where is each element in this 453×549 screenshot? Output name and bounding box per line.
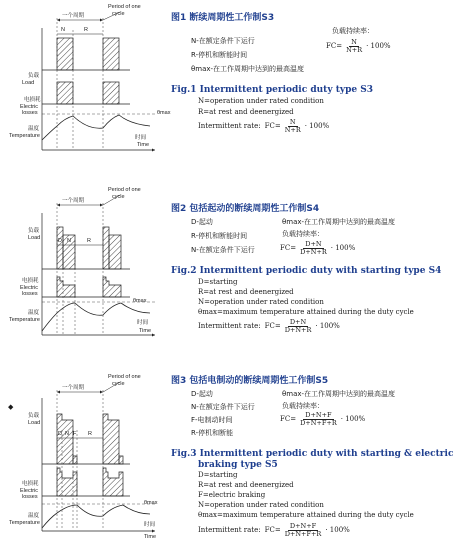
s3-r-en: R=at rest and deenergized [198, 108, 294, 116]
thmax-label: θmax [144, 500, 158, 506]
temp-label-cn: 温度 [28, 126, 40, 132]
diagram-period-en: Period of one [108, 4, 141, 10]
time-label-en: Time [139, 328, 152, 334]
losses-label-en2: losses [22, 110, 38, 116]
s5-n-en: N=operation under rated condition [198, 501, 324, 509]
time-label-cn: 时间 [135, 135, 147, 141]
section-s4 [0, 185, 442, 355]
diagram-period-en2: cycle [112, 11, 125, 17]
s5-title-en1: Fig.3 Intermittent periodic duty with starting & electric [171, 449, 453, 459]
s3-r-cn: R-停机和断能时间 [191, 51, 248, 59]
s5-fc-formula-cn: FC= $\frac{D+N+F}{D+N+F+R}$ · 100% [280, 411, 366, 427]
s4-n-cn: N-在额定条件下运行 [191, 246, 255, 254]
losses-label-en1: Electric [20, 285, 39, 291]
diagram-r-label: R [87, 238, 91, 244]
losses-label-en1: Electric [20, 488, 39, 494]
diagram-n-label: N [67, 238, 71, 244]
s5-th-en: θmax=maximum temperature attained during the duty cycle [198, 511, 414, 519]
s4-fc-formula-en: Intermittent rate: FC= $\frac{D+N}{D+N+R}$ · 100% [198, 318, 340, 334]
s4-r-cn: R-停机和断能时间 [191, 232, 248, 240]
s3-n-cn: N-在额定条件下运行 [191, 37, 255, 45]
s4-fc-formula-cn: FC= $\frac{D+N}{D+N+R}$ · 100% [280, 240, 356, 256]
losses-label-en2: losses [22, 291, 38, 297]
s4-title-cn: 图2 包括起动的断续周期性工作制S4 [171, 204, 320, 214]
load-label-en: Load [28, 235, 41, 241]
s4-r-en: R=at rest and deenergized [198, 288, 294, 296]
s4-n-en: N=operation under rated condition [198, 298, 324, 306]
temp-label-en: Temperature [9, 317, 40, 323]
diagram-period-en2: cycle [112, 194, 125, 200]
load-label-en: Load [22, 80, 35, 86]
losses-label-cn: 电损耗 [22, 278, 39, 284]
load-label-cn: 负载 [28, 228, 40, 234]
diagram-d-label: D [58, 238, 62, 244]
s5-f-en: F=electric braking [198, 491, 266, 499]
section-s5 [0, 368, 453, 549]
losses-label-en1: Electric [20, 104, 39, 110]
time-label-en: Time [144, 534, 157, 540]
diagram-d-label: D [58, 431, 62, 437]
s5-title-cn: 图3 包括电制动的断续周期性工作制S5 [171, 376, 329, 386]
diagram-period-cn: 一个周期 [62, 13, 85, 19]
diagram-r-label: R [88, 431, 92, 437]
s4-th-cn: θmax-在工作周期中达到的最高温度 [282, 218, 396, 226]
temp-label-cn: 温度 [28, 310, 40, 316]
diagram-period-cn: 一个周期 [62, 385, 85, 391]
losses-label-en2: losses [22, 494, 38, 500]
s5-title-en2: braking type S5 [198, 460, 278, 470]
s3-fc-formula-cn: FC= $\frac{N}{N+R}$ · 100% [326, 38, 391, 54]
diagram-period-en: Period of one [108, 187, 141, 193]
s5-r-cn: R-停机和断能 [191, 429, 234, 437]
diagram-period-en2: cycle [112, 381, 125, 387]
thmax-label: θmax [157, 110, 171, 116]
s3-fc-formula-en: Intermittent rate: FC= $\frac{N}{N+R}$ · 100% [198, 118, 330, 134]
s3-duty-cn: 负载持续率： [332, 27, 374, 35]
s4-title-en: Fig.2 Intermittent periodic duty with starting type S4 [171, 266, 442, 276]
losses-label-cn: 电损耗 [22, 481, 39, 487]
diagram-period-cn: 一个周期 [62, 198, 85, 204]
diagram-n-label: N [65, 431, 69, 437]
s5-n-cn: N-在额定条件下运行 [191, 403, 255, 411]
section-s3 [0, 0, 415, 170]
diagram-n-label: N [61, 27, 65, 33]
diagram-period-en: Period of one [108, 374, 141, 380]
temp-label-cn: 温度 [28, 513, 40, 519]
s4-d-cn: D-起动 [191, 218, 213, 226]
s5-fc-formula-en: Intermittent rate: FC= $\frac{D+N+F}{D+N+F+R}$ · 100% [198, 522, 350, 538]
s5-r-en: R=at rest and deenergized [198, 481, 294, 489]
time-label-cn: 时间 [144, 522, 156, 528]
s5-th-cn: θmax-在工作周期中达到的最高温度 [282, 390, 396, 398]
s3-title-en: Fig.1 Intermittent periodic duty type S3 [171, 85, 373, 95]
load-label-en: Load [28, 420, 41, 426]
diagram-f-label: F [73, 431, 77, 437]
s3-th-cn: θmax-在工作周期中达到的最高温度 [191, 65, 305, 73]
temp-label-en: Temperature [9, 520, 40, 526]
s4-th-en: θmax=maximum temperature attained during the duty cycle [198, 308, 414, 316]
time-label-cn: 时间 [137, 320, 149, 326]
s5-d-en: D=starting [198, 471, 238, 479]
time-label-en: Time [137, 142, 150, 148]
s5-d-cn: D-起动 [191, 390, 213, 398]
s4-duty-cn: 负载持续率： [282, 230, 324, 238]
temp-label-en: Temperature [9, 133, 40, 139]
diagram-r-label: R [84, 27, 88, 33]
bullet-icon: ◆ [8, 403, 14, 411]
load-label-cn: 负载 [28, 73, 40, 79]
thmax-label: θmax [133, 298, 147, 304]
losses-label-cn: 电损耗 [24, 97, 41, 103]
load-label-cn: 负载 [28, 413, 40, 419]
s5-f-cn: F-电制动时间 [191, 416, 233, 424]
s5-duty-cn: 负载持续率： [282, 402, 324, 410]
s3-n-en: N=operation under rated condition [198, 97, 324, 105]
s3-title-cn: 图1 断续周期性工作制S3 [171, 13, 275, 23]
s4-d-en: D=starting [198, 278, 238, 286]
